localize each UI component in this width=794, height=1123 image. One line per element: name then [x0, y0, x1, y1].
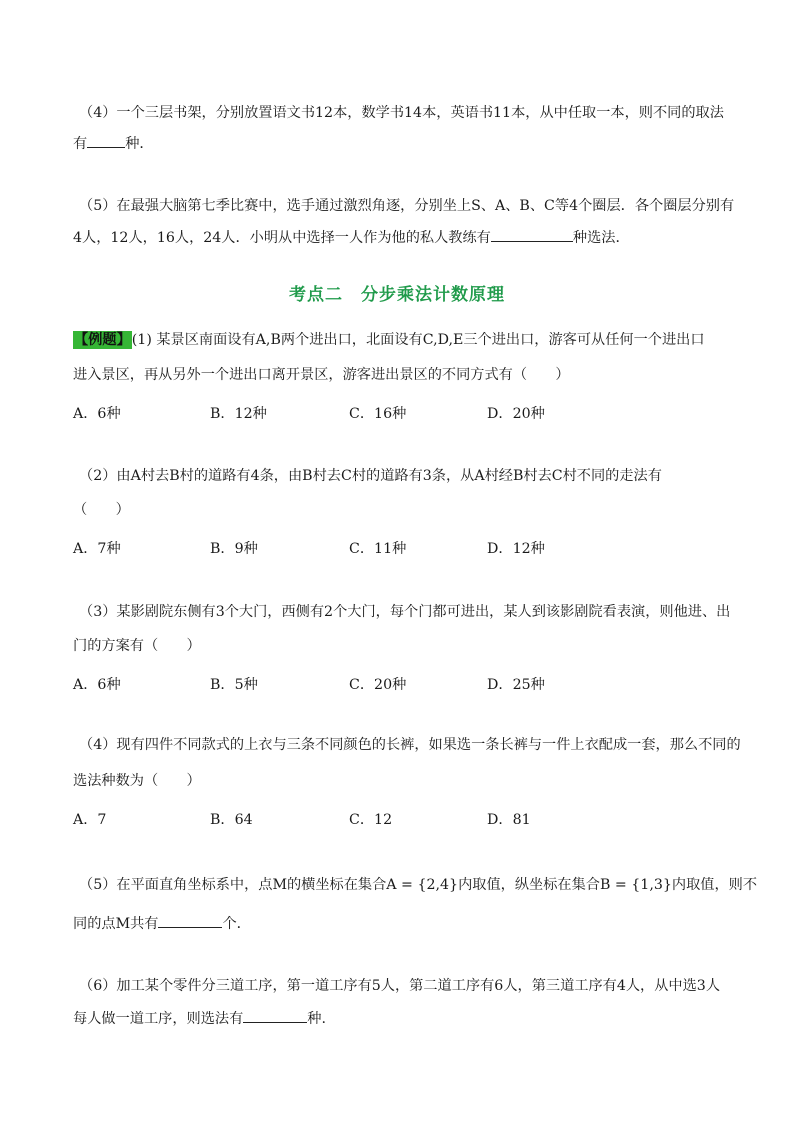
question-5-line2 — [73, 913, 251, 934]
option-d[interactable]: D．20种 — [487, 406, 545, 422]
question-5-line1: （5）在平面直角坐标系中，点M的横坐标在集合A = {2,4}内取值，纵坐标在集合B = {1,3}内取值，则不 — [79, 877, 758, 893]
question-1-text: (1) 某景区南面设有A,B两个进出口，北面设有C,D,E三个进出口，游客可从任何一个进出口 — [131, 332, 705, 348]
question-prev4-line2 — [73, 133, 154, 154]
question-prev4-prefix: 有 — [73, 136, 88, 152]
question-6-suffix: 种. — [307, 1011, 326, 1027]
section-title: 考点二 分步乘法计数原理 — [289, 285, 505, 305]
question-prev5-prefix: 4人，12人，16人，24人．小明从中选择一人作为他的私人教练有 — [73, 230, 491, 246]
option-c[interactable]: C．11种 — [349, 541, 407, 557]
question-3-line2: 门的方案有（ ） — [73, 638, 201, 654]
option-d[interactable]: D．81 — [487, 812, 531, 828]
option-b[interactable]: B．9种 — [210, 541, 258, 557]
answer-blank[interactable] — [491, 227, 573, 242]
option-c[interactable]: C．12 — [349, 812, 393, 828]
question-6-line1: （6）加工某个零件分三道工序，第一道工序有5人，第二道工序有6人，第三道工序有4人，从中选3人 — [79, 978, 721, 994]
question-prev5-line2 — [73, 227, 630, 248]
question-4-line1: （4）现有四件不同款式的上衣与三条不同颜色的长裤，如果选一条长裤与一件上衣配成一套，那么不同的 — [79, 737, 741, 753]
option-a[interactable]: A．6种 — [73, 406, 121, 422]
question-prev5-suffix: 种选法． — [572, 230, 630, 246]
option-c[interactable]: C．20种 — [349, 677, 407, 693]
option-a[interactable]: A．7种 — [73, 541, 121, 557]
option-d[interactable]: D．12种 — [487, 541, 545, 557]
option-a[interactable]: A．7 — [73, 812, 107, 828]
answer-blank[interactable] — [158, 913, 222, 928]
question-prev5-line1: （5）在最强大脑第七季比赛中，选手通过激烈角逐，分别坐上S、A、B、C等4个圈层．各个圈层分别有 — [79, 198, 735, 214]
question-3-line1: （3）某影剧院东侧有3个大门，西侧有2个大门，每个门都可进出，某人到该影剧院看表演，则他进、出 — [79, 604, 731, 620]
option-c[interactable]: C．16种 — [349, 406, 407, 422]
question-6-line2 — [73, 1008, 326, 1029]
option-b[interactable]: B．64 — [210, 812, 253, 828]
answer-blank[interactable] — [87, 133, 125, 148]
example-tag: 【例题】 — [74, 332, 131, 348]
question-1-line2: 进入景区，再从另外一个进出口离开景区，游客进出景区的不同方式有（ ） — [73, 367, 570, 383]
answer-blank[interactable] — [243, 1008, 307, 1023]
option-a[interactable]: A．6种 — [73, 677, 121, 693]
question-prev4-line1: （4）一个三层书架，分别放置语文书12本，数学书14本，英语书11本，从中任取一本，则不同的取法 — [79, 105, 724, 121]
question-2-line2: （ ） — [73, 502, 130, 518]
question-prev4-suffix: 种． — [125, 136, 154, 152]
question-1-line1 — [73, 330, 705, 350]
option-b[interactable]: B．12种 — [210, 406, 267, 422]
question-5-suffix: 个． — [222, 916, 251, 932]
option-b[interactable]: B．5种 — [210, 677, 258, 693]
question-4-line2: 选法种数为（ ） — [73, 773, 201, 789]
question-2-line1: （2）由A村去B村的道路有4条，由B村去C村的道路有3条，从A村经B村去C村不同的走法有 — [79, 468, 662, 484]
option-d[interactable]: D．25种 — [487, 677, 545, 693]
question-6-prefix: 每人做一道工序，则选法有 — [73, 1011, 244, 1027]
question-5-prefix: 同的点M共有 — [73, 916, 159, 932]
